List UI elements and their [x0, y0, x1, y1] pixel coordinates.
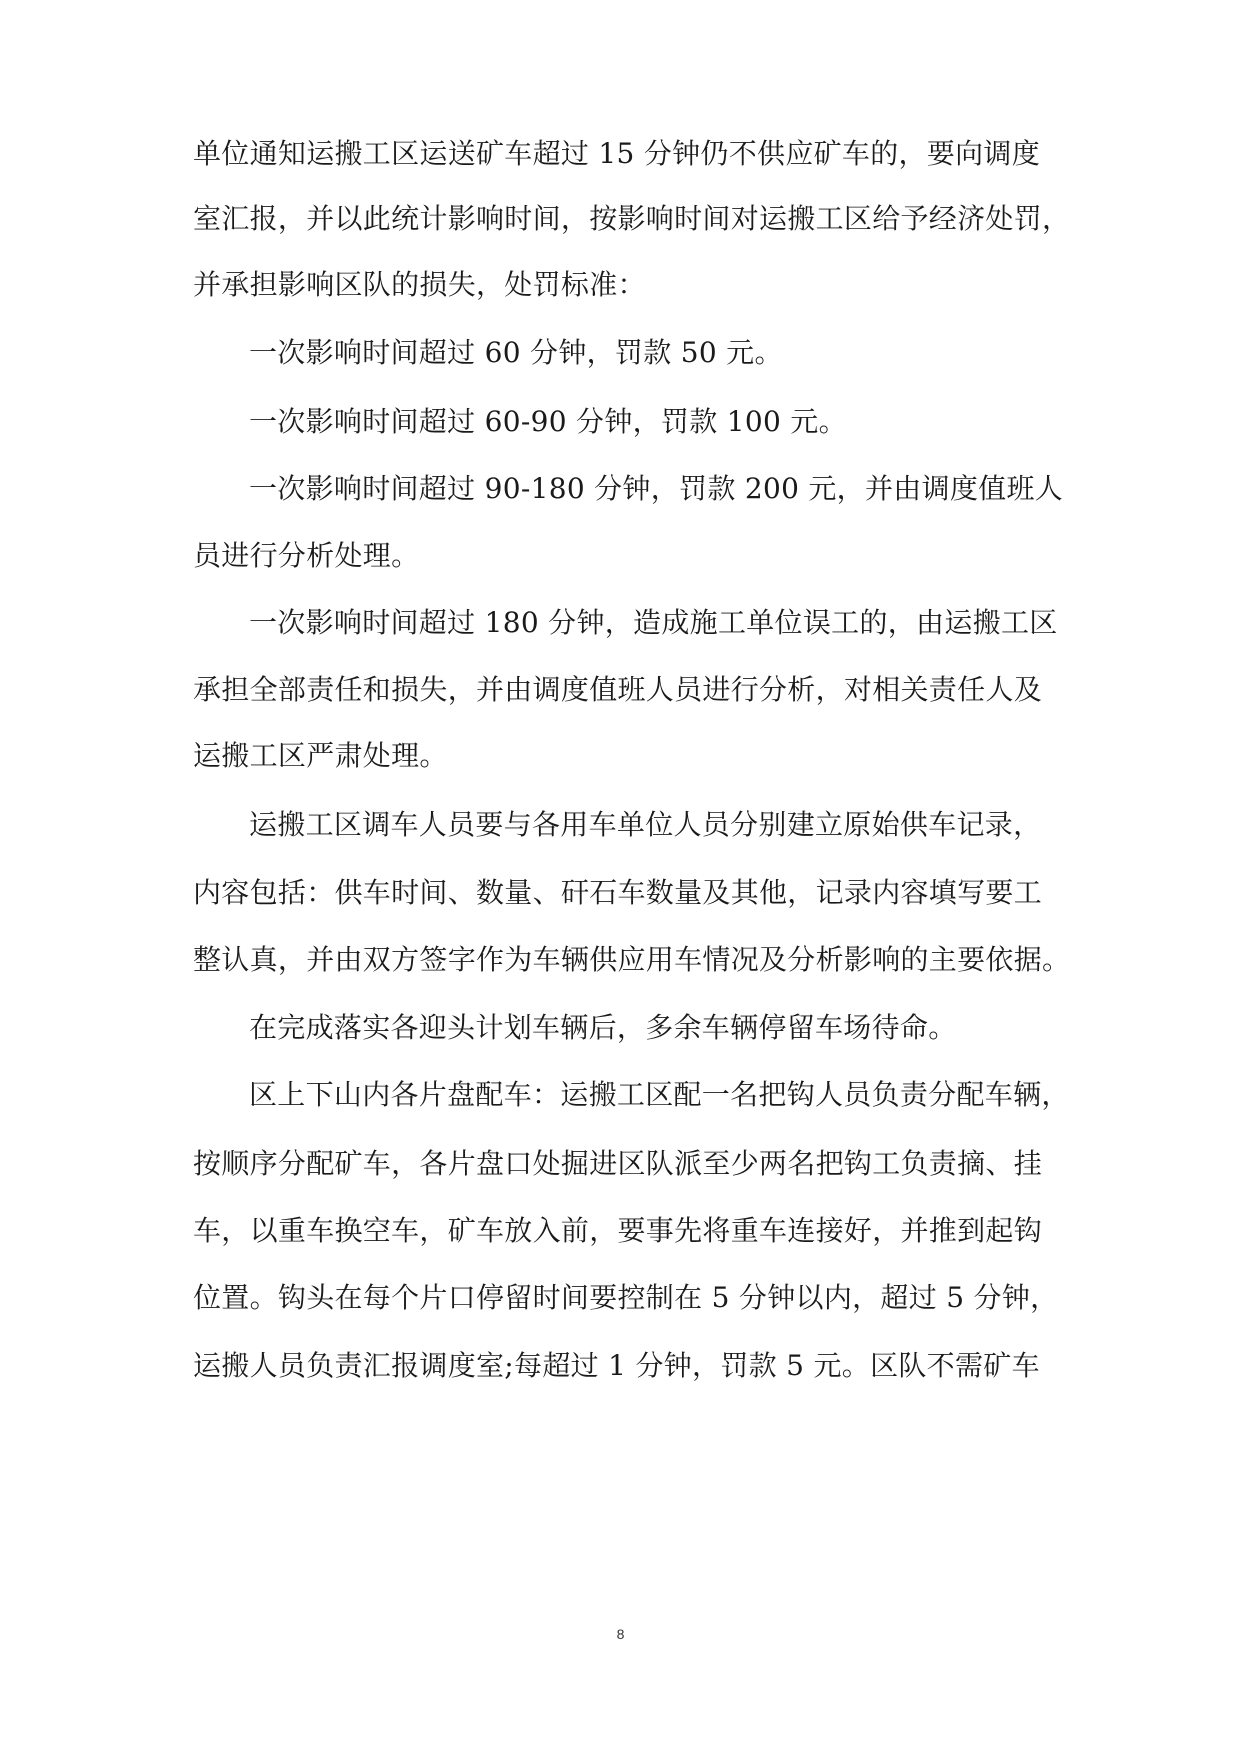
page-number: 8 — [616, 1626, 625, 1642]
text-line: 单位通知运搬工区运送矿车超过 15 分钟仍不供应矿车的，要向调度 — [193, 137, 1041, 170]
text-line: 一次影响时间超过 60-90 分钟，罚款 100 元。 — [249, 405, 847, 438]
text-line: 一次影响时间超过 60 分钟，罚款 50 元。 — [249, 336, 783, 369]
text-line: 在完成落实各迎头计划车辆后，多余车辆停留车场待命。 — [249, 1011, 957, 1044]
text-line: 内容包括：供车时间、数量、矸石车数量及其他，记录内容填写要工 — [193, 876, 1043, 909]
text-line: 区上下山内各片盘配车：运搬工区配一名把钩人员负责分配车辆， — [249, 1078, 1070, 1111]
text-line: 并承担影响区队的损失，处罚标准： — [193, 268, 646, 301]
text-line: 整认真，并由双方签字作为车辆供应用车情况及分析影响的主要依据。 — [193, 943, 1071, 976]
text-line: 运搬人员负责汇报调度室;每超过 1 分钟，罚款 5 元。区队不需矿车 — [193, 1349, 1040, 1382]
text-line: 一次影响时间超过 90-180 分钟，罚款 200 元，并由调度值班人 — [249, 472, 1064, 505]
text-line: 室汇报，并以此统计影响时间，按影响时间对运搬工区给予经济处罚， — [193, 202, 1071, 235]
text-line: 员进行分析处理。 — [193, 539, 420, 572]
text-line: 运搬工区调车人员要与各用车单位人员分别建立原始供车记录， — [249, 808, 1042, 841]
text-line: 位置。钩头在每个片口停留时间要控制在 5 分钟以内，超过 5 分钟， — [193, 1281, 1059, 1314]
text-line: 按顺序分配矿车，各片盘口处掘进区队派至少两名把钩工负责摘、挂 — [193, 1147, 1043, 1180]
text-line: 车，以重车换空车，矿车放入前，要事先将重车连接好，并推到起钩 — [193, 1214, 1043, 1247]
text-line: 运搬工区严肃处理。 — [193, 739, 448, 772]
text-line: 承担全部责任和损失，并由调度值班人员进行分析，对相关责任人及 — [193, 673, 1043, 706]
text-line: 一次影响时间超过 180 分钟，造成施工单位误工的，由运搬工区 — [249, 606, 1058, 639]
